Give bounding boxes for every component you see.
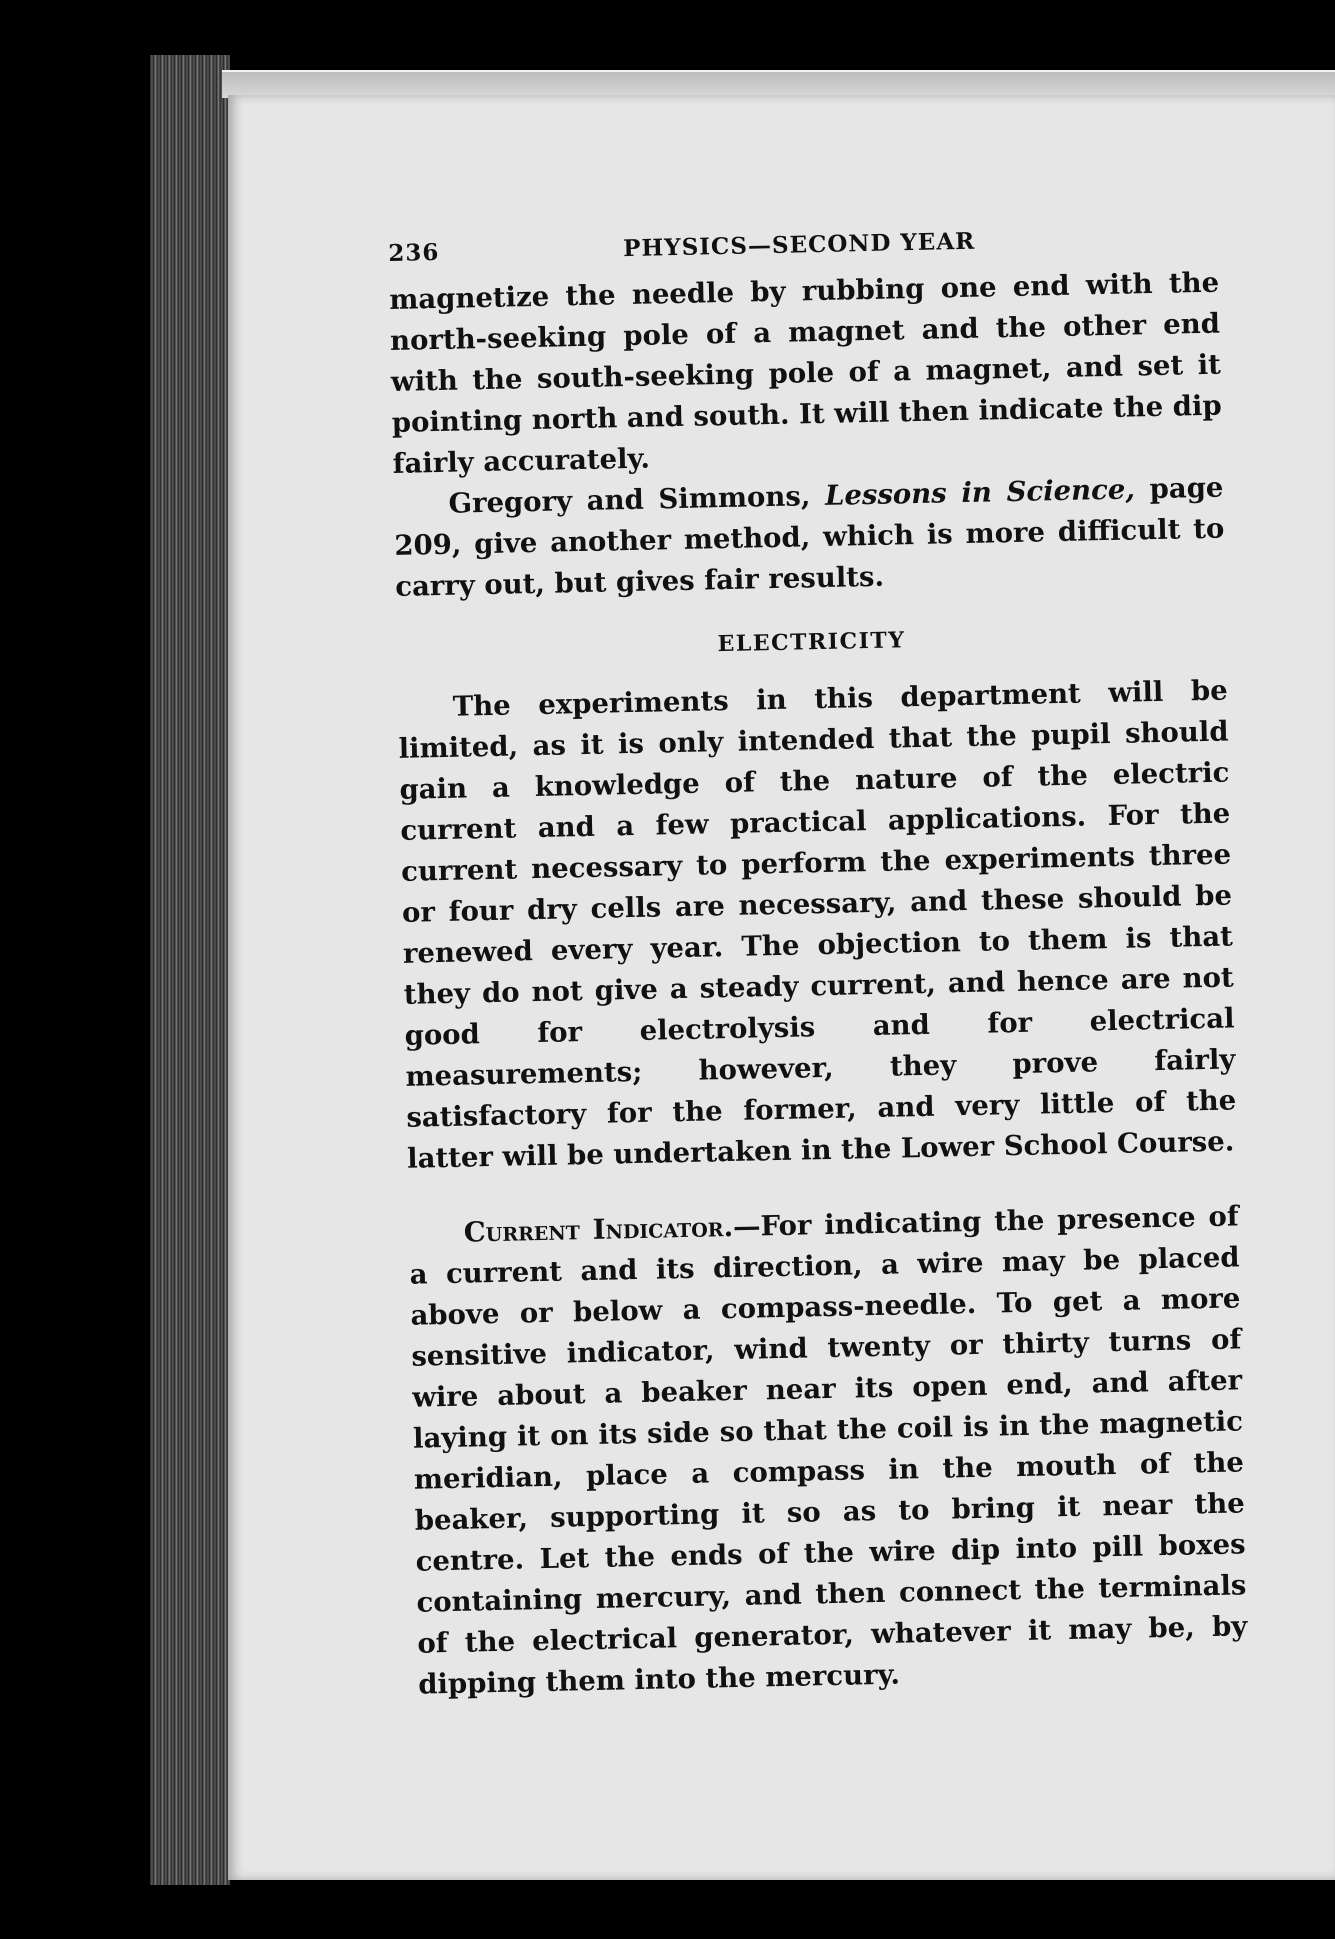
running-title: PHYSICS—SECOND YEAR — [622, 227, 976, 263]
book-title: Lessons in Science, — [824, 473, 1136, 512]
section-heading: ELECTRICITY — [717, 627, 906, 658]
text-block — [388, 223, 1249, 1706]
paragraph-current-indicator — [408, 1196, 1248, 1705]
paragraph-gregory-rest: page 209, give another method, which is more difficult to carry out, but gives fair results. — [394, 471, 1225, 603]
page-number: 236 — [388, 238, 440, 267]
current-indicator-lead: Current Indicator. — [463, 1210, 734, 1249]
paragraph-electricity: The experiments in this department will be limited, as it is only intended that the pupil should gain a knowledge of the nature of the electric current and a few practical applications. For the current necessary to perform the experiments three or four dry cells are necessary, and these should be renewed every year. The objection to them is that they do not give a steady current, and hence are not good for electrolysis and for electrical measurements; however, they prove fairly satisfactory for the former, and very little of the latter will be undertaken in the Lower School Course. — [398, 674, 1237, 1175]
page-top-edge — [222, 70, 1335, 98]
book-gutter — [150, 55, 230, 1885]
paragraph-gregory — [393, 468, 1225, 608]
paragraph-magnetize: magnetize the needle by rubbing one end with the north-seeking pole of a magnet and the other end with the south-seeking pole of a magnet, and set it pointing north and south. It will then indicate the dip fairly accurately. — [388, 266, 1222, 480]
current-indicator-body: —For indicating the presence of a current and its direction, a wire may be placed above or below a compass-needle. To get a more sensitive indicator, wind twenty or thirty turns of wire about a beaker near its open end, and after laying it on its side so that the coil is in the magnetic meridian, place a compass in the mouth of the beaker, supporting it so as to bring it near the centre. Let the ends of the wire dip into pill boxes containing mercury, and then connect the terminals of the electrical generator, whatever it may be, by dipping them into the mercury. — [409, 1200, 1248, 1701]
paragraph-gregory-lead: Gregory and Simmons, — [448, 479, 826, 520]
